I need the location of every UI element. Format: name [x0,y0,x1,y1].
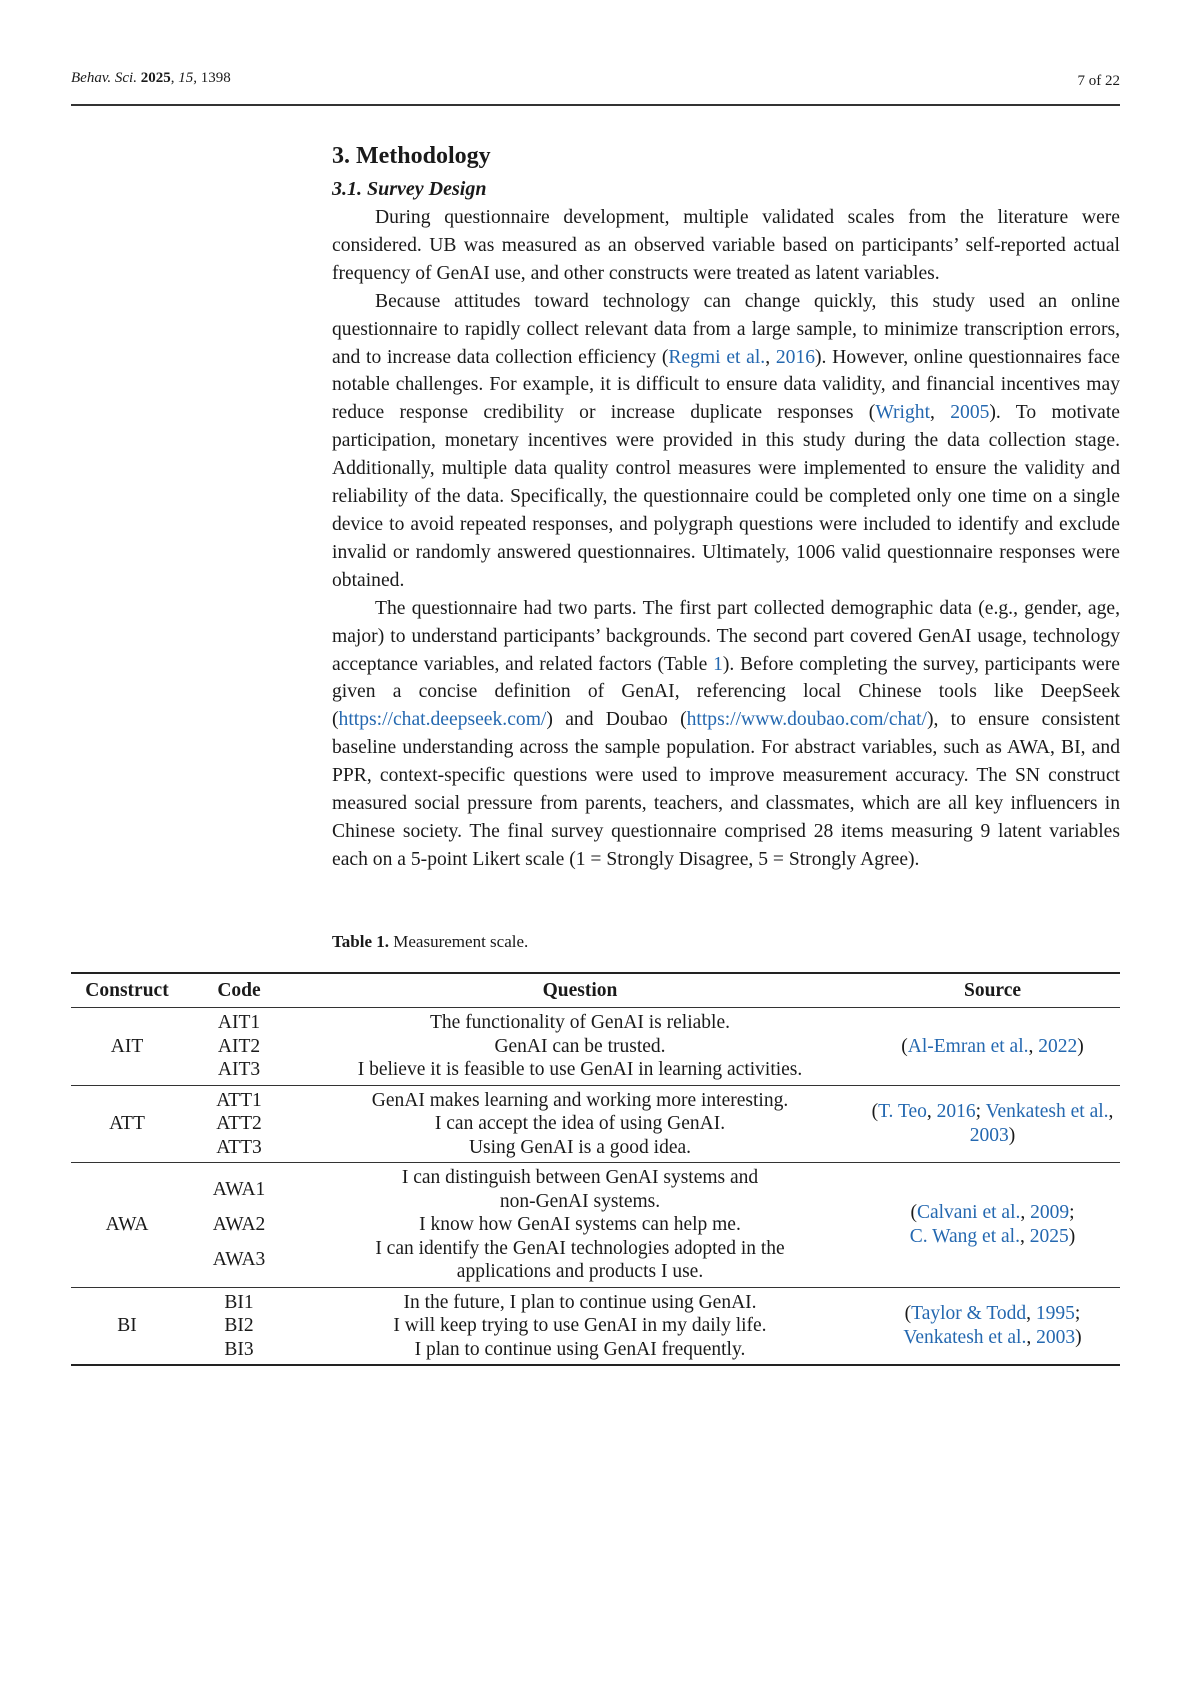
table-row [71,1163,1120,1288]
question-text: I will keep trying to use GenAI in my daily life. [393,1315,767,1336]
header-code: Code [217,980,261,1001]
construct-cell: BI [117,1315,137,1336]
caption-label: Table 1. [332,932,390,951]
journal-citation: Behav. Sci. 2025, 15, 1398 [71,70,231,86]
section-title: 3. Methodology [332,143,491,169]
text: ( [910,1202,917,1224]
text: ) [1077,1035,1084,1057]
journal-year: 2025 [140,70,171,86]
citation-regmi[interactable] [668,347,765,368]
text: ) [1008,1124,1016,1146]
deepseek-url-link[interactable]: https://chat.deepseek.com/ [338,709,547,731]
text: ( [871,1101,879,1123]
text: , [1026,1303,1036,1325]
citation-taylor-todd[interactable]: Taylor & Todd [911,1303,1027,1325]
text: ; [975,1101,986,1123]
text: , [1028,1035,1039,1057]
header-source: Source [963,980,1022,1001]
journal-volume: 15 [178,70,194,86]
citation-venkatesh[interactable]: Venkatesh et al. [985,1101,1109,1123]
item-code: ATT2 [216,1113,262,1134]
item-code: ATT1 [216,1089,262,1111]
text: ), to ensure consistent baseline understanding across the sample population. For abstract variables, such as AWA, BI, and PPR, context-specific questions were used to improve measurement accuracy. The SN construct measured social pressure from parents, teachers, and classmates, which are all key influencers in Chinese society. The final survey questionnaire comprised 28 items measuring 9 latent variables each on a 5-point Likert scale (1 = Strongly Disagree, 5 = Strongly Agree). [332,709,1120,870]
caption-text: Measurement scale. [393,932,529,951]
question-text: I can identify the GenAI technologies adopted in the [375,1237,785,1259]
citation-teo[interactable]: T. Teo [878,1101,927,1123]
question-text: non-GenAI systems. [499,1190,661,1212]
citation-teo-year[interactable]: 2016 [936,1101,976,1123]
question-text: The functionality of GenAI is reliable. [430,1012,730,1033]
citation-venkatesh-year[interactable]: 2003 [969,1124,1009,1146]
question-text: GenAI can be trusted. [494,1035,666,1057]
paragraph-3 [332,595,1120,874]
citation-venkatesh[interactable]: Venkatesh et al. [903,1326,1027,1348]
citation-regmi-year[interactable]: 2016 [775,346,816,368]
text: ) [1075,1326,1082,1348]
construct-cell: ATT [109,1113,145,1134]
source-cell [865,1287,1120,1365]
question-text: In the future, I plan to continue using GenAI. [403,1291,757,1313]
citation-calvani-year[interactable]: 2009 [1030,1202,1070,1224]
question-text: I know how GenAI systems can help me. [419,1214,741,1235]
citation-wang[interactable]: C. Wang et al. [909,1225,1020,1247]
text: , [765,346,776,368]
doubao-url-link[interactable]: https://www.doubao.com/chat/ [686,709,927,731]
question-text: Using GenAI is a good idea. [468,1136,692,1158]
question-cell [295,1163,865,1288]
source-cell [865,1085,1120,1163]
table-row [71,1008,1120,1086]
text: , [926,1101,937,1123]
table-row [71,1085,1120,1163]
question-text: I plan to continue using GenAI frequently. [414,1338,746,1360]
code-cell [183,1008,295,1086]
article-number: 1398 [200,70,231,86]
table-row [71,1287,1120,1365]
source-cell [865,1163,1120,1288]
item-code: BI1 [224,1291,254,1313]
citation-al-emran[interactable]: Al-Emran et al. [907,1035,1029,1057]
table-header-row [71,973,1120,1008]
header-construct: Construct [85,980,169,1001]
citation-taylor-todd-year[interactable]: 1995 [1035,1303,1075,1325]
item-code: AWA1 [212,1179,266,1201]
text: ( [901,1035,908,1057]
item-code: AIT2 [217,1035,261,1057]
code-cell [183,1287,295,1365]
text: , [1019,1225,1030,1247]
question-cell [295,1085,865,1163]
question-text: I believe it is feasible to use GenAI in learning activities. [357,1059,803,1080]
citation-wright-year[interactable]: 2005 [950,402,990,424]
text: Because attitudes toward technology can change quickly, this study used an online questionnaire to rapidly collect relevant data from a large sample, to minimize transcription errors, and to increase data collection efficiency ( [332,290,1120,368]
citation-wright[interactable]: Wright [875,402,931,424]
journal-abbrev: Behav. Sci. [71,70,137,86]
item-code: BI3 [224,1338,254,1360]
item-code: AIT3 [217,1059,261,1080]
text: ). However, online questionnaires face notable challenges. For example, it is difficult to ensure data validity, and financial incentives may reduce response credibility or increase duplicate responses ( [332,346,1120,424]
construct-cell: AWA [105,1214,149,1235]
item-code: AIT1 [217,1012,261,1033]
measurement-scale-table [71,972,1120,1366]
header-question: Question [542,980,618,1001]
main-content [332,140,1120,874]
paragraph-1: During questionnaire development, multiple validated scales from the literature were considered. UB was measured as an observed variable based on participants’ self-reported actual frequency of GenAI use, and other constructs were treated as latent variables. [332,207,1120,284]
text: ; [1069,1202,1075,1224]
text: ) [1068,1225,1076,1247]
text: ; [1074,1303,1081,1325]
text: ). To motivate participation, monetary incentives were provided in this study during the data collection stage. Additionally, multiple data quality control measures were implemented to ensure the validity and reliability of the data. Specifically, the questionnaire could be completed only one time on a single device to avoid repeated responses, and polygraph questions were included to identify and exclude invalid or randomly answered questionnaires. Ultimately, 1006 valid questionnaire responses were obtained. [332,402,1121,591]
construct-cell: AIT [110,1035,144,1057]
text: The questionnaire had two parts. The first part collected demographic data (e.g., gender, age, major) to understand participants’ backgrounds. The second part covered GenAI usage, technology acceptance variables, and related factors (Table [332,597,1120,675]
question-cell [295,1008,865,1086]
table-reference-link[interactable]: 1 [713,653,723,675]
table-caption [332,932,528,952]
question-text: I can distinguish between GenAI systems and [401,1167,759,1188]
text: , [1026,1326,1037,1348]
question-cell [295,1287,865,1365]
citation-author: Regmi et al. [668,346,766,368]
text: ) and Doubao ( [546,709,687,731]
citation-wang-year[interactable]: 2025 [1029,1225,1069,1247]
citation-calvani[interactable]: Calvani et al. [916,1202,1021,1224]
code-cell [183,1085,295,1163]
item-code: AWA3 [212,1249,266,1271]
source-cell [865,1008,1120,1086]
question-text: applications and products I use. [456,1261,704,1282]
question-text: I can accept the idea of using GenAI. [434,1113,726,1134]
item-code: AWA2 [212,1214,266,1236]
citation-venkatesh-year[interactable]: 2003 [1036,1326,1076,1348]
item-code: BI2 [224,1315,254,1336]
text: , [1108,1101,1114,1123]
code-cell [183,1163,295,1288]
text: , [930,402,951,424]
text: ). Before completing the survey, participants were given a concise definition of GenAI, referencing local Chinese tools like DeepSeek ( [332,653,1120,731]
question-text: GenAI makes learning and working more interesting. [371,1089,789,1111]
page-number: 7 of 22 [1077,73,1120,89]
text: , [1020,1202,1031,1224]
text: ( [904,1303,912,1325]
citation-al-emran-year[interactable]: 2022 [1038,1035,1078,1057]
paragraph-2 [332,288,1120,595]
subsection-title: 3.1. Survey Design [332,178,487,200]
item-code: ATT3 [216,1136,262,1158]
page-header [71,68,1120,106]
